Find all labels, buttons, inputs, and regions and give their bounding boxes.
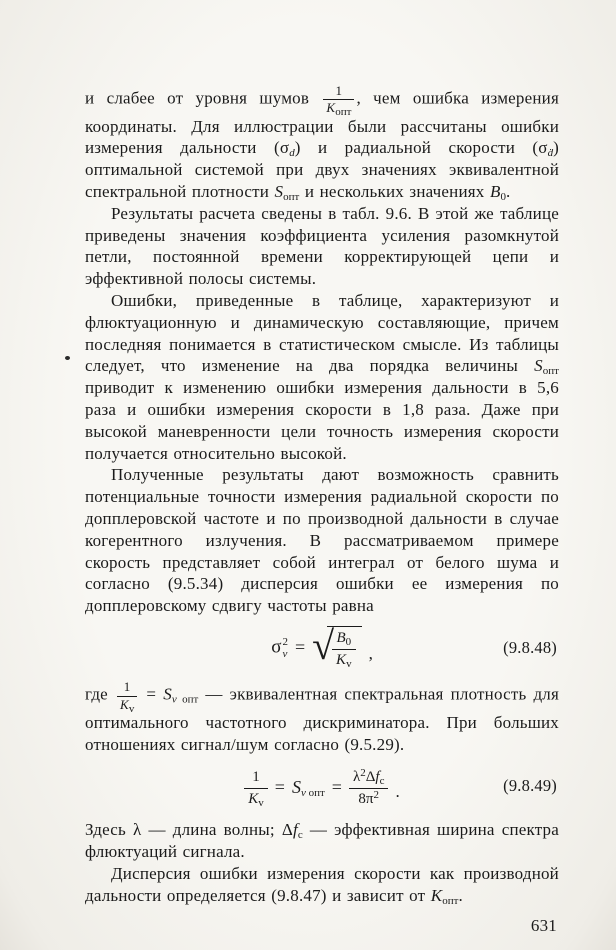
page-number: 631 [530,916,557,936]
equation-9-8-49 [85,765,559,809]
paragraph-5: где $\frac{1}{K_v}$ = $S_{v опт}$ — эквивалентная спектральная плотность для оптимального частотного дискриминатора. При больших отношениях сигнал/шум согласно (9.5.29). [85,679,559,754]
fraction-b0-over-kv [332,630,356,670]
fraction-denominator: $K_v$ [248,790,264,809]
equals-sign: = [274,777,285,798]
fraction-lambda-over-8pi [349,766,389,809]
paragraph-3: Ошибки, приведенные в таблице, характеризуют и флюктуационную и динамическую составляющие, причем последняя понимается в статистическом смысле. Из таблицы следует, что изменение на два порядка величины $S_{опт}$ приводит к изменению ошибки измерения дальности в 5,6 раза и ошибки измерения скорости в 1,8 раза. Даже при высокой маневренности цели точность измерения скорости получается относительно высокой. [85,290,559,463]
equals-sign: = [331,777,342,798]
margin-dot-artifact [65,356,70,360]
equation-number: (9.8.48) [503,637,557,657]
fraction-1-over-kv [244,769,268,809]
equation-number: (9.8.49) [503,776,557,796]
paragraph-7: Дисперсия ошибки измерения скорости как производной дальности определяется (9.8.47) и зависит от $K_{опт}$. [85,863,559,907]
equation-punctuation: . [395,782,400,802]
fraction-numerator: 1 [244,769,268,789]
equals-sign: = [294,636,306,657]
fraction-denominator: $8\pi^2$ [358,788,379,807]
paragraph-1: и слабее от уровня шумов 1 $K_{опт}$ , чем ошибка измерения координаты. Для иллюстрации были рассчитаны ошибки измерения дальности $(\sigma_d)$ и радиальной скорости $(\sigma_ḋ)$ оптимальной системой при двух значениях эквивалентной спектральной плотности $S_{опт}$ и нескольких значениях $B_0$. [85,83,559,203]
equation-9-8-48-formula [271,622,373,671]
sigma-v-squared-symbol: σ 2 v [271,635,288,660]
text-block [85,84,559,937]
radical-sign-icon: √ [312,622,335,668]
paragraph-4: Полученные результаты дают возможность сравнить потенциальные точности измерения радиальной скорости по допплеровской частоте и по производной дальности в случае когерентного излучения. В рассматриваемом примере скорость представляет собой интеграл от белого шума и согласно (9.5.34) дисперсия ошибки ее измерения по допплеровскому сдвигу частоты равна [85,465,559,616]
s-v-opt-symbol: $S_{v опт}$ [291,777,325,800]
paragraph-2: Результаты расчета сведены в табл. 9.6. В этой же таблице приведены значения коэффициента усиления разомкнутой петли, постоянной времени корректирующей цепи и эффективной полосы системы. [85,203,559,289]
equation-punctuation: , [368,643,373,663]
fraction-numerator: $B_0$ [332,630,356,650]
equation-9-8-49-formula [244,766,400,809]
square-root-expression [312,622,361,671]
fraction-denominator: $K_v$ [336,652,352,671]
fraction-numerator: $\lambda^2\Delta f_c$ [349,769,389,789]
paragraph-6: Здесь λ — длина волны; $\Delta f_c$ — эффективная ширина спектра флюктуаций сигнала. [85,820,560,861]
equation-9-8-48 [85,622,559,671]
